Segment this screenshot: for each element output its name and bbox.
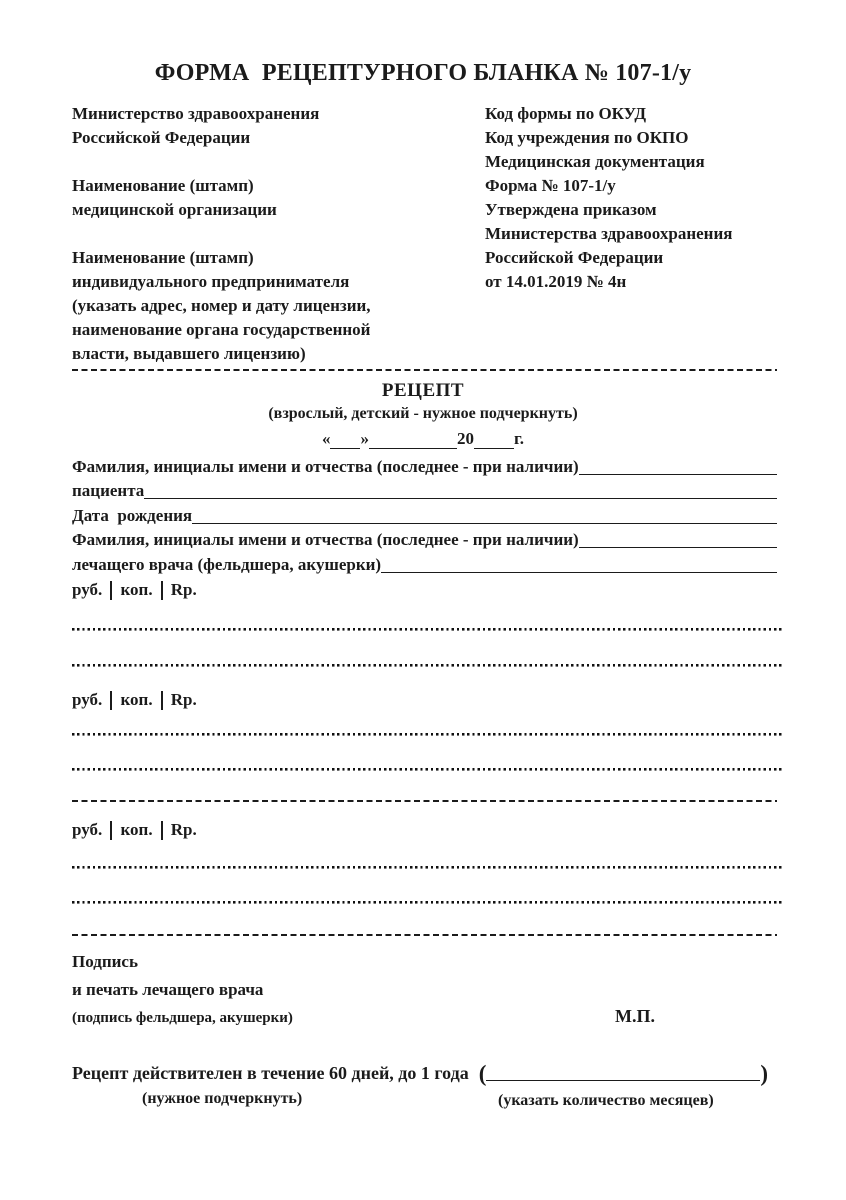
month-field[interactable] [369, 431, 457, 449]
ip-stamp-line: власти, выдавшего лицензию) [72, 344, 306, 363]
patient-doctor-fields [72, 452, 777, 575]
field-row [72, 526, 777, 551]
field-row [72, 501, 777, 526]
rp-label: Rp. [170, 820, 197, 839]
birth-date-field[interactable] [192, 499, 777, 524]
divider-bar [110, 821, 112, 840]
approved-line: Утверждена приказом [485, 200, 657, 219]
paren-open: ( [478, 1061, 487, 1086]
signature-label: и печать лечащего врача [72, 980, 264, 999]
doctor-fio-label: Фамилия, инициалы имени и отчества (последнее - при наличии) [72, 530, 579, 550]
recept-heading: РЕЦЕПТ [381, 380, 465, 401]
rx-write-line-5[interactable] [72, 866, 782, 869]
year-century: 20 [456, 429, 474, 448]
rp-block-1-label [72, 580, 197, 600]
rub-label: руб. [72, 580, 103, 599]
ip-stamp-line: наименование органа государственной [72, 320, 371, 339]
divider-bar [110, 691, 112, 710]
rx-write-line-6[interactable] [72, 901, 782, 904]
months-note: (указать количество месяцев) [498, 1092, 714, 1109]
year-suffix: г. [513, 429, 525, 448]
patient-fio-field[interactable] [579, 450, 777, 475]
org-stamp-line: Наименование (штамп) [72, 176, 254, 195]
date-line [0, 429, 846, 449]
ministry-line: Министерство здравоохранения [72, 104, 320, 123]
organization-stamp-block [72, 174, 485, 222]
year-field[interactable] [474, 431, 514, 449]
recept-subheading: (взрослый, детский - нужное подчеркнуть) [268, 405, 578, 422]
okud-code-line: Код формы по ОКУД [485, 104, 647, 123]
divider-bar [161, 821, 163, 840]
kop-label: коп. [120, 690, 153, 709]
rx-write-line-3[interactable] [72, 733, 782, 736]
validity-text: Рецепт действителен в течение 60 дней, до 1 года [72, 1063, 469, 1083]
dashed-separator [72, 368, 777, 371]
form-title: ФОРМА РЕЦЕПТУРНОГО БЛАНКА № 107-1/у [154, 60, 692, 86]
validity-line [72, 1063, 768, 1084]
dashed-separator [72, 933, 777, 936]
months-count-field[interactable] [486, 1080, 760, 1081]
ministry-block [72, 102, 485, 150]
kop-label: коп. [120, 580, 153, 599]
birth-date-label: Дата рождения [72, 505, 193, 525]
rp-block-3-label [72, 820, 197, 840]
kop-label: коп. [120, 820, 153, 839]
form-header [72, 102, 786, 390]
stamp-place-label: М.П. [615, 1006, 655, 1026]
rx-write-line-1[interactable] [72, 628, 782, 631]
quote-open: « [321, 429, 331, 448]
rx-write-line-2[interactable] [72, 664, 782, 667]
divider-bar [161, 581, 163, 600]
doctor-fio-field[interactable] [579, 524, 777, 549]
patient-fio-label: Фамилия, инициалы имени и отчества (последнее - при наличии) [72, 456, 579, 476]
doctor-name-field[interactable] [381, 548, 777, 573]
order-date-line: от 14.01.2019 № 4н [485, 272, 627, 291]
header-left-column [72, 102, 485, 390]
rub-label: руб. [72, 820, 103, 839]
med-doc-line: Медицинская документация [485, 152, 705, 171]
patient-label: пациента [72, 481, 145, 501]
paren-close: ) [760, 1061, 768, 1086]
field-row [72, 477, 777, 502]
rub-label: руб. [72, 690, 103, 709]
field-row [72, 550, 777, 575]
signature-label: Подпись [72, 952, 138, 971]
rx-write-line-4[interactable] [72, 768, 782, 771]
feldsher-signature-note: (подпись фельдшера, акушерки) [72, 1010, 293, 1026]
approved-line: Министерства здравоохранения [485, 224, 733, 243]
rp-block-2-label [72, 690, 197, 710]
field-row [72, 452, 777, 477]
day-field[interactable] [330, 431, 360, 449]
approved-line: Российской Федерации [485, 248, 664, 267]
divider-bar [161, 691, 163, 710]
quote-close: » [360, 429, 369, 448]
rp-label: Rp. [170, 690, 197, 709]
entrepreneur-stamp-block [72, 246, 485, 366]
underline-note: (нужное подчеркнуть) [142, 1090, 303, 1107]
doctor-label: лечащего врача (фельдшера, акушерки) [72, 554, 382, 574]
okpo-code-line: Код учреждения по ОКПО [485, 128, 689, 147]
ip-stamp-line: (указать адрес, номер и дату лицензии, [72, 296, 371, 315]
ip-stamp-line: Наименование (штамп) [72, 248, 254, 267]
divider-bar [110, 581, 112, 600]
org-stamp-line: медицинской организации [72, 200, 277, 219]
rp-label: Rp. [170, 580, 197, 599]
header-right-column [485, 102, 786, 390]
patient-name-field[interactable] [144, 475, 777, 500]
ip-stamp-line: индивидуального предпринимателя [72, 272, 350, 291]
form-number-line: Форма № 107-1/у [485, 176, 616, 195]
dashed-separator [72, 799, 777, 802]
ministry-line: Российской Федерации [72, 128, 251, 147]
